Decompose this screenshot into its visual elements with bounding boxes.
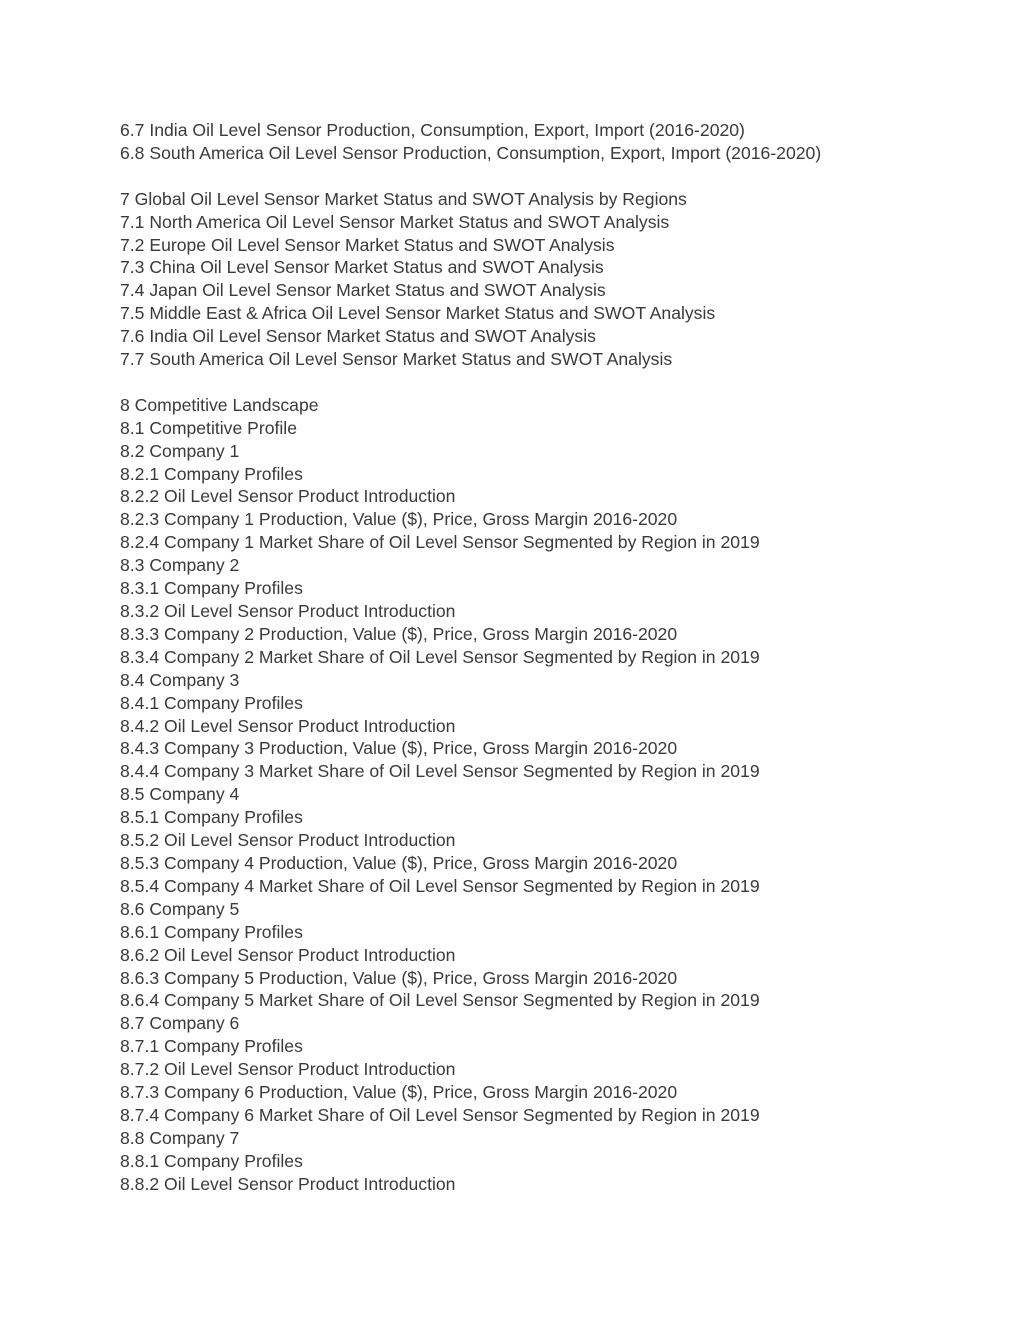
- toc-line: 8.5.4 Company 4 Market Share of Oil Level Sensor Segmented by Region in 2019: [120, 875, 760, 896]
- toc-line: 8.4.3 Company 3 Production, Value ($), Price, Gross Margin 2016-2020: [120, 738, 678, 759]
- toc-line: 8.8.1 Company Profiles: [120, 1150, 303, 1171]
- toc-line: 8.3 Company 2: [120, 555, 240, 576]
- toc-heading: 7 Global Oil Level Sensor Market Status and SWOT Analysis by Regions: [120, 188, 687, 209]
- toc-line: 8.2.2 Oil Level Sensor Product Introduction: [120, 486, 456, 507]
- toc-line: 8.5.3 Company 4 Production, Value ($), Price, Gross Margin 2016-2020: [120, 852, 678, 873]
- toc-line: 6.8 South America Oil Level Sensor Production, Consumption, Export, Import (2016-2020): [120, 142, 822, 163]
- toc-line: 8.7.4 Company 6 Market Share of Oil Level Sensor Segmented by Region in 2019: [120, 1104, 760, 1125]
- document-page: [120, 119, 980, 1218]
- toc-line: 8.6.3 Company 5 Production, Value ($), Price, Gross Margin 2016-2020: [120, 967, 678, 988]
- toc-line: 8.8.2 Oil Level Sensor Product Introduction: [120, 1173, 456, 1194]
- toc-line: 8.2.1 Company Profiles: [120, 463, 303, 484]
- toc-block-section-8: [120, 394, 980, 1196]
- toc-line: 8.6.4 Company 5 Market Share of Oil Level Sensor Segmented by Region in 2019: [120, 990, 760, 1011]
- toc-line: 8.6.2 Oil Level Sensor Product Introduction: [120, 944, 456, 965]
- toc-line: 7.2 Europe Oil Level Sensor Market Status and SWOT Analysis: [120, 234, 615, 255]
- toc-line: 8.1 Competitive Profile: [120, 417, 297, 438]
- toc-line: 8.2.4 Company 1 Market Share of Oil Level Sensor Segmented by Region in 2019: [120, 532, 760, 553]
- toc-line: 8.5.1 Company Profiles: [120, 807, 303, 828]
- toc-line: 8.7.1 Company Profiles: [120, 1036, 303, 1057]
- toc-line: 8.7.3 Company 6 Production, Value ($), Price, Gross Margin 2016-2020: [120, 1082, 678, 1103]
- toc-line: 8.5.2 Oil Level Sensor Product Introduction: [120, 830, 456, 851]
- toc-line: 8.7.2 Oil Level Sensor Product Introduction: [120, 1059, 456, 1080]
- toc-line: 8.3.4 Company 2 Market Share of Oil Level Sensor Segmented by Region in 2019: [120, 646, 760, 667]
- toc-line: 7.4 Japan Oil Level Sensor Market Status and SWOT Analysis: [120, 280, 606, 301]
- toc-line: 8.4 Company 3: [120, 669, 240, 690]
- toc-line: 8.2 Company 1: [120, 440, 240, 461]
- toc-line: 7.6 India Oil Level Sensor Market Status and SWOT Analysis: [120, 326, 596, 347]
- toc-line: 6.7 India Oil Level Sensor Production, Consumption, Export, Import (2016-2020): [120, 120, 745, 140]
- toc-line: 8.6 Company 5: [120, 898, 240, 919]
- toc-line: 8.3.1 Company Profiles: [120, 578, 303, 599]
- toc-line: 8.2.3 Company 1 Production, Value ($), Price, Gross Margin 2016-2020: [120, 509, 678, 530]
- toc-line: 7.1 North America Oil Level Sensor Market Status and SWOT Analysis: [120, 211, 670, 232]
- toc-line: 8.3.3 Company 2 Production, Value ($), Price, Gross Margin 2016-2020: [120, 623, 678, 644]
- toc-line: 8.7 Company 6: [120, 1013, 240, 1034]
- toc-line: 8.3.2 Oil Level Sensor Product Introduction: [120, 601, 456, 621]
- toc-line: 7.3 China Oil Level Sensor Market Status and SWOT Analysis: [120, 257, 604, 278]
- toc-line: 7.7 South America Oil Level Sensor Market Status and SWOT Analysis: [120, 349, 673, 370]
- toc-line: 8.6.1 Company Profiles: [120, 921, 303, 942]
- toc-line: 8.5 Company 4: [120, 784, 240, 805]
- toc-line: 8.4.2 Oil Level Sensor Product Introduction: [120, 715, 456, 736]
- toc-block-section-6: [120, 119, 980, 165]
- toc-heading: 8 Competitive Landscape: [120, 394, 319, 415]
- toc-line: 8.8 Company 7: [120, 1127, 240, 1148]
- toc-line: 8.4.4 Company 3 Market Share of Oil Level Sensor Segmented by Region in 2019: [120, 761, 760, 782]
- toc-block-section-7: [120, 188, 980, 371]
- toc-line: 8.4.1 Company Profiles: [120, 692, 303, 713]
- toc-line: 7.5 Middle East & Africa Oil Level Sensor Market Status and SWOT Analysis: [120, 303, 716, 324]
